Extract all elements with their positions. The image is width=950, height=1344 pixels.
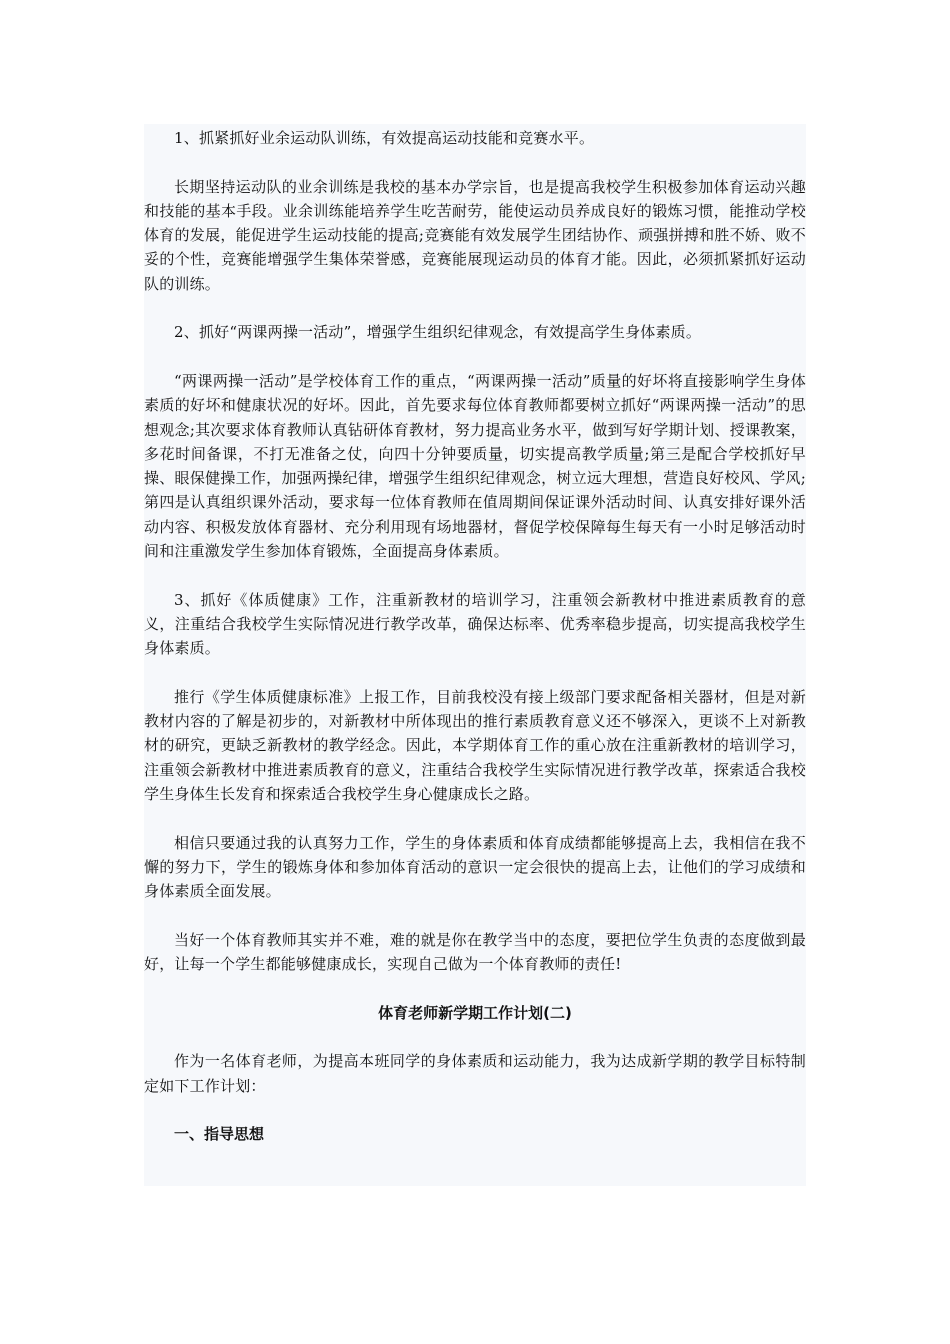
- paragraph-gap: [144, 661, 806, 685]
- paragraph: 相信只要通过我的认真努力工作，学生的身体素质和体育成绩都能够提高上去，我相信在我不懈的努力下，学生的锻炼身体和参加体育活动的意识一定会很快的提高上去，让他们的学习成绩和身体素质全面发展。: [144, 833, 806, 901]
- subheading: 一、指导思想: [174, 1125, 265, 1144]
- paragraph: 当好一个体育教师其实并不难，难的就是你在教学当中的态度，要把位学生负责的态度做到最好，让每一个学生都能够健康成长，实现自己做为一个体育教师的责任!: [144, 930, 806, 974]
- paragraph: 长期坚持运动队的业余训练是我校的基本办学宗旨，也是提高我校学生积极参加体育运动兴趣和技能的基本手段。业余训练能培养学生吃苦耐劳，能使运动员养成良好的锻炼习惯，能推动学校体育的发展，能促进学生运动技能的提高;竞赛能有效发展学生团结协作、顽强拼搏和胜不娇、败不妥的个性，竞赛能增强学生集体荣誉感，竞赛能展现运动员的体育才能。因此，必须抓紧抓好运动队的训练。: [144, 177, 806, 293]
- paragraph-gap: [144, 904, 806, 928]
- document-body: [144, 124, 806, 1186]
- paragraph-gap: [144, 563, 806, 587]
- intro-paragraph: 作为一名体育老师，为提高本班同学的身体素质和运动能力，我为达成新学期的教学目标特制定如下工作计划：: [144, 1052, 806, 1095]
- paragraph-gap: [144, 345, 806, 369]
- paragraph: 1、抓紧抓好业余运动队训练，有效提高运动技能和竞赛水平。: [174, 129, 595, 147]
- paragraph-gap: [144, 150, 806, 174]
- paragraph-gap: [144, 1025, 806, 1049]
- paragraph: “两课两操一活动”是学校体育工作的重点，“两课两操一活动”质量的好坏将直接影响学生身体素质的好坏和健康状况的好坏。因此，首先要求每位体育教师都要树立抓好“两课两操一活动”的思想观念;其次要求体育教师认真钻研体育教材，努力提高业务水平，做到写好学期计划、授课教案，多花时间备课，不打无准备之仗，向四十分钟要质量，切实提高教学质量;第三是配合学校抓好早操、眼保健操工作，加强两操纪律，增强学生组织纪律观念，树立远大理想，营造良好校风、学风;第四是认真组织课外活动，要求每一位体育教师在值周期间保证课外活动时间、认真安排好课外活动内容、积极发放体育器材、充分利用现有场地器材，督促学校保障每生每天有一小时足够活动时间和注重激发学生参加体育锻炼，全面提高身体素质。: [144, 371, 806, 561]
- paragraph-gap: [144, 806, 806, 830]
- section-title: 体育老师新学期工作计划(二): [378, 1003, 572, 1022]
- paragraph-gap: [144, 976, 806, 1000]
- paragraph: 2、抓好“两课两操一活动”，增强学生组织纪律观念，有效提高学生身体素质。: [174, 323, 702, 342]
- paragraph: 推行《学生体质健康标准》上报工作，目前我校没有接上级部门要求配备相关器材，但是对新教材内容的了解是初步的，对新教材中所体现出的推行素质教育意义还不够深入，更谈不上对新教材的研究，更缺乏新教材的教学经念。因此，本学期体育工作的重心放在注重新教材的培训学习，注重领会新教材中推进素质教育的意义，注重结合我校学生实际情况进行教学改革，探索适合我校学生身体生长发育和探索适合我校学生身心健康成长之路。: [144, 687, 806, 804]
- paragraph-gap: [144, 296, 806, 320]
- paragraph-gap: [144, 1098, 806, 1122]
- paragraph: 3、抓好《体质健康》工作，注重新教材的培训学习，注重领会新教材中推进素质教育的意义，注重结合我校学生实际情况进行教学改革，确保达标率、优秀率稳步提高，切实提高我校学生身体素质。: [144, 590, 806, 658]
